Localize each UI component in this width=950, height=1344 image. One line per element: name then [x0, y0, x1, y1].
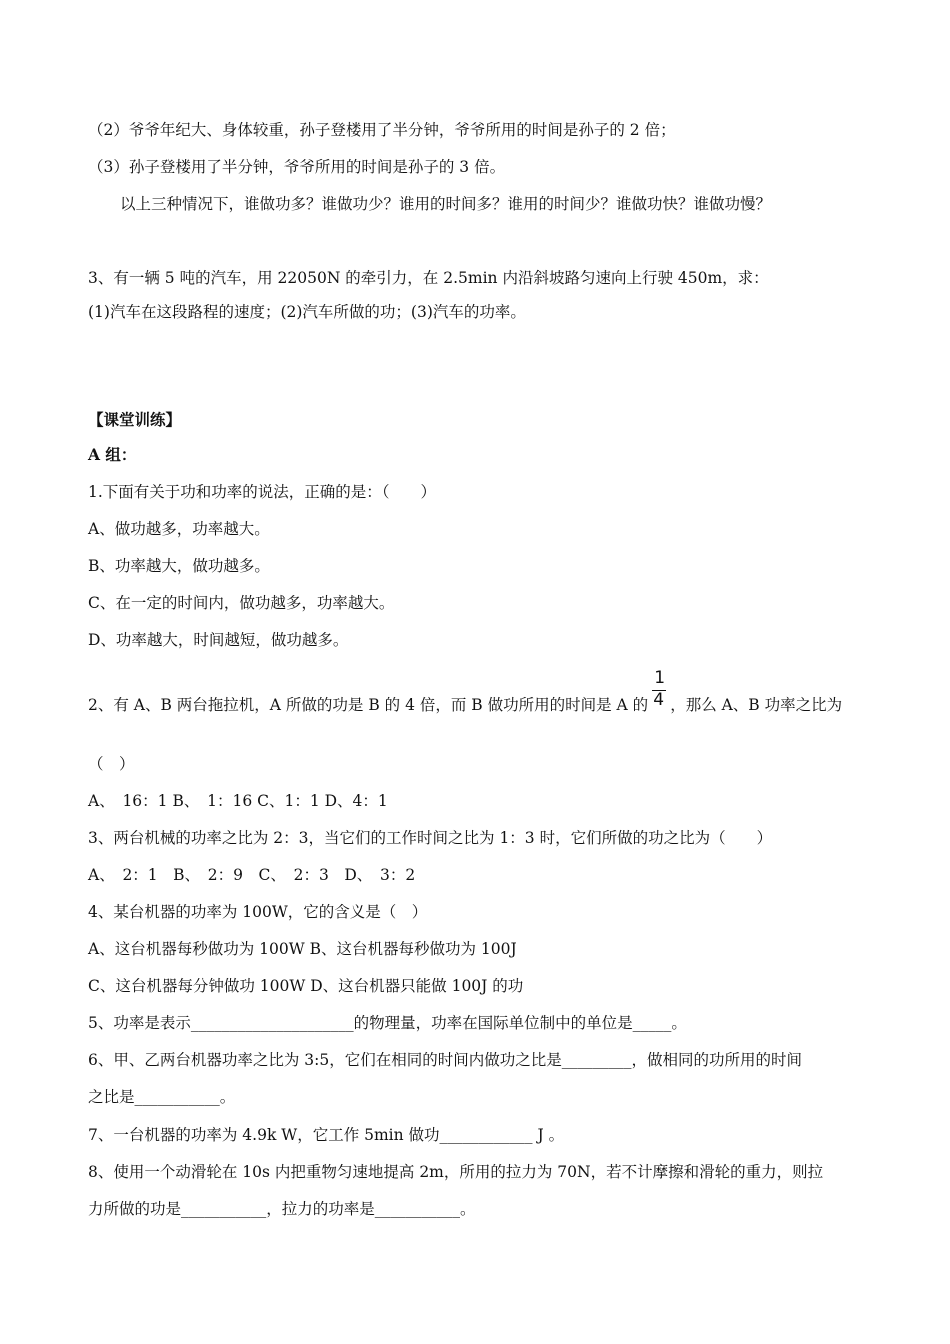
group-title: A 组： [88, 445, 137, 464]
review-question-3: 3、有一辆 5 吨的汽车，用 22050N 的牵引力，在 2.5min 内沿斜坡路匀速向上行驶 450m，求： [88, 269, 769, 287]
question-3-options: A、 2：1 B、 2：9 C、 2：3 D、 3：2 [88, 866, 416, 884]
question-7: 7、一台机器的功率为 4.9k W，它工作 5min 做功____________ J 。 [88, 1126, 565, 1144]
section-title: 【课堂训练】 [88, 410, 182, 429]
question-2 [88, 668, 843, 716]
review-question-3-parts: (1)汽车在这段路程的速度；(2)汽车所做的功；(3)汽车的功率。 [88, 303, 526, 321]
question-3: 3、两台机械的功率之比为 2：3，当它们的工作时间之比为 1：3 时，它们所做的功之比为（ ） [88, 829, 773, 847]
question-4-options-cd: C、这台机器每分钟做功 100W D、这台机器只能做 100J 的功 [88, 977, 524, 995]
question-1-option-a: A、做功越多，功率越大。 [88, 520, 270, 538]
review-case-3: （3）孙子登楼用了半分钟，爷爷所用的时间是孙子的 3 倍。 [88, 158, 506, 176]
question-5: 5、功率是表示_____________________的物理量，功率在国际单位制中的单位是_____。 [88, 1014, 687, 1032]
question-6-line-1: 6、甲、乙两台机器功率之比为 3:5，它们在相同的时间内做功之比是_________，做相同的功所用的时间 [88, 1051, 802, 1069]
question-4-options-ab: A、这台机器每秒做功为 100W B、这台机器每秒做功为 100J [88, 940, 517, 958]
question-2-text-before: 2、有 A、B 两台拖拉机，A 所做的功是 B 的 4 倍，而 B 做功所用的时间是 A 的 [88, 696, 649, 714]
question-2-text-after: ，那么 A、B 功率之比为 [670, 696, 843, 714]
question-2-options: A、 16：1 B、 1：16 C、1：1 D、4：1 [88, 792, 388, 810]
question-8-line-2: 力所做的功是___________，拉力的功率是___________。 [88, 1200, 476, 1218]
question-1: 1.下面有关于功和功率的说法，正确的是：（ ） [88, 483, 437, 501]
question-6-line-2: 之比是___________。 [88, 1088, 236, 1106]
fraction-denominator: 4 [653, 690, 665, 710]
question-1-option-c: C、在一定的时间内，做功越多，功率越大。 [88, 594, 395, 612]
review-summary: 以上三种情况下，谁做功多？谁做功少？谁用的时间多？谁用的时间少？谁做功快？谁做功慢？ [120, 195, 772, 213]
question-2-answer-paren: （ ） [88, 755, 135, 773]
question-4: 4、某台机器的功率为 100W，它的含义是（ ） [88, 903, 428, 921]
question-1-option-d: D、功率越大，时间越短，做功越多。 [88, 631, 349, 649]
fraction-one-quarter [652, 668, 666, 716]
question-1-option-b: B、功率越大，做功越多。 [88, 557, 270, 575]
question-8-line-1: 8、使用一个动滑轮在 10s 内把重物匀速地提高 2m，所用的拉力为 70N，若不计摩擦和滑轮的重力，则拉 [88, 1163, 824, 1181]
review-case-2: （2）爷爷年纪大、身体较重，孙子登楼用了半分钟，爷爷所用的时间是孙子的 2 倍； [88, 121, 676, 139]
fraction-numerator: 1 [654, 668, 666, 688]
